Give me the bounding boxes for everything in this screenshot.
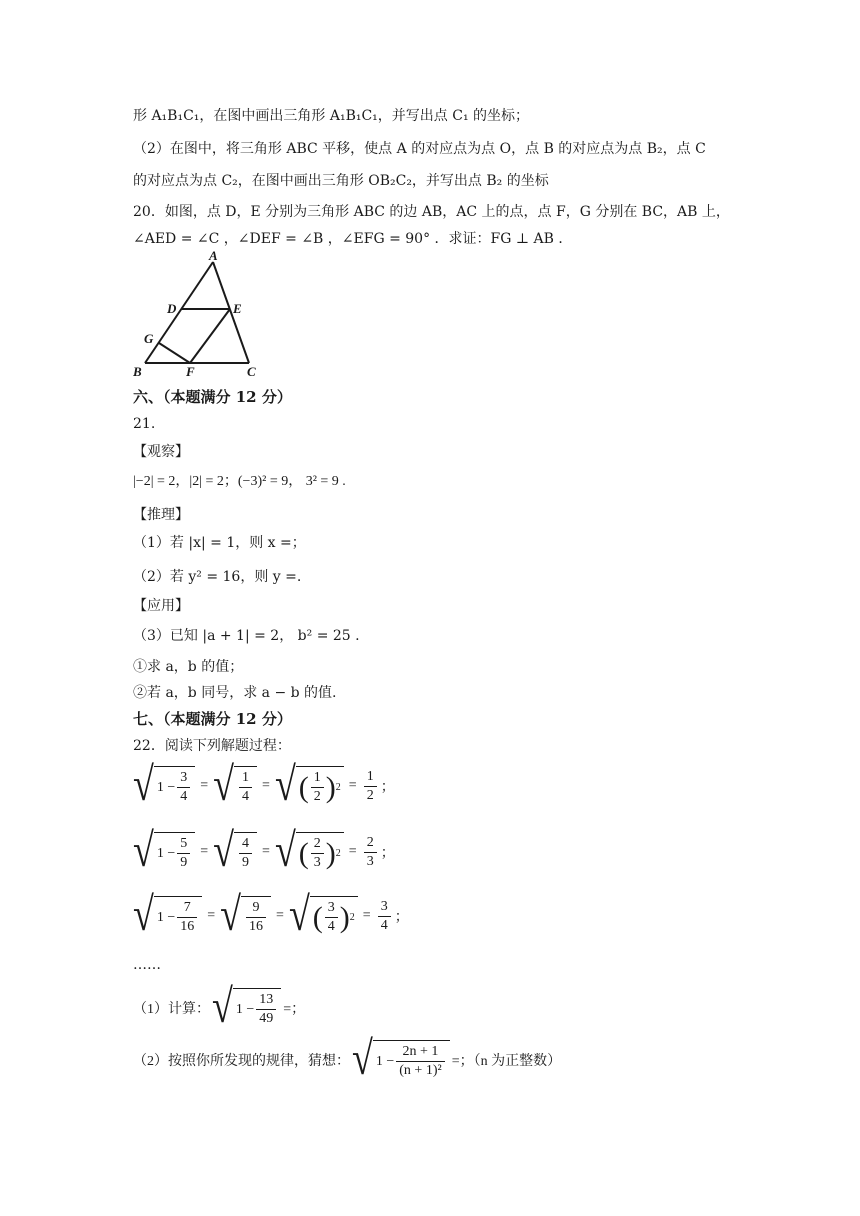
frac-num: 2n + 1	[396, 1043, 444, 1062]
frac-num: 3	[325, 899, 338, 918]
reason-heading: 【推理】	[133, 507, 189, 523]
frac-den: 4	[380, 917, 388, 933]
radical-1c: √ ( $\frac{1}{2}$ ) 2	[275, 766, 344, 806]
radical-compute: √ 1 − $\frac{13}{49}$	[212, 988, 281, 1028]
part2-suffix: =；（n 为正整数）	[451, 1054, 562, 1069]
frac-num: 7	[177, 899, 197, 918]
label-G: G	[144, 331, 154, 346]
label-A: A	[209, 250, 218, 263]
radical-general: √ 1 − $\frac{2n + 1}{\text{(n + 1)²}}$	[352, 1040, 450, 1080]
q19-text-line-3: 的对应点为点 C₂，在图中画出三角形 OB₂C₂，并写出点 B₂ 的坐标	[133, 173, 549, 189]
frac-num: 13	[256, 991, 276, 1010]
apply-q3: （3）已知 |a + 1| = 2， b² = 25 .	[133, 628, 360, 644]
reason-q2: （2）若 y² = 16，则 y =.	[133, 569, 302, 585]
frac-den: 4	[180, 789, 188, 804]
label-E: E	[233, 301, 242, 316]
q20-text-line-1: 20．如图，点 D，E 分别为三角形 ABC 的边 AB，AC 上的点，点 F，G 分别在 BC，AB 上，	[133, 204, 730, 220]
radical-1a: √ 1 − $\frac{3}{4}$	[133, 766, 195, 806]
section-7-heading: 七、（本题满分 12 分）	[133, 710, 292, 728]
frac-den: 49	[259, 1011, 274, 1026]
part1-suffix: =；	[283, 1002, 306, 1017]
frac-den: 16	[180, 919, 195, 934]
frac-den: 4	[242, 789, 250, 804]
q22-intro: 22．阅读下列解题过程：	[133, 738, 291, 754]
segment-AB	[145, 262, 213, 363]
observe-heading: 【观察】	[133, 444, 189, 460]
q19-text-line-2: （2）在图中，将三角形 ABC 平移，使点 A 的对应点为点 O，点 B 的对应点为点 B₂，点 C	[133, 141, 706, 157]
frac-num: 3	[378, 898, 391, 917]
frac-den: 3	[313, 855, 321, 870]
observe-equations: |−2| = 2，|2| = 2；(−3)² = 9， 3² = 9 .	[133, 474, 346, 489]
example-3: √ 1 − $\frac{7}{16}$ = √ $\frac{9}{16}$ = √ ( $\frac{3}{4}$ ) 2 = $\frac{3}{4}$ ；	[133, 888, 409, 941]
frac-num: 3	[177, 769, 190, 788]
frac-den: 4	[327, 919, 335, 934]
frac-den: 9	[180, 855, 188, 870]
frac-num: 4	[239, 835, 252, 854]
segment-AC	[213, 262, 249, 363]
radical-3b: √ $\frac{9}{16}$	[220, 896, 271, 936]
ellipsis: ……	[133, 957, 161, 973]
segment-FG	[159, 343, 190, 363]
label-F: F	[186, 364, 195, 378]
apply-q3-part1: ①求 a，b 的值；	[133, 659, 244, 675]
radical-2a: √ 1 − $\frac{5}{9}$	[133, 832, 195, 872]
reason-q1: （1）若 |x| = 1，则 x =；	[133, 535, 306, 551]
frac-den: (n + 1)²	[399, 1063, 442, 1078]
q19-text-line-1: 形 A₁B₁C₁，在图中画出三角形 A₁B₁C₁，并写出点 C₁ 的坐标；	[133, 108, 530, 124]
frac-den: 2	[366, 787, 374, 803]
label-C: C	[247, 364, 256, 378]
frac-den: 2	[313, 789, 321, 804]
frac-num: 1	[364, 768, 377, 787]
radical-2c: √ ( $\frac{2}{3}$ ) 2	[275, 832, 344, 872]
radical-1b: √ $\frac{1}{4}$	[213, 766, 257, 806]
label-B: B	[133, 364, 142, 378]
q22-part1	[133, 980, 306, 1033]
frac-den: 3	[366, 853, 374, 869]
frac-den: 9	[242, 855, 250, 870]
frac-num: 2	[364, 834, 377, 853]
radical-3c: √ ( $\frac{3}{4}$ ) 2	[289, 896, 358, 936]
example-2: √ 1 − $\frac{5}{9}$ = √ $\frac{4}{9}$ = √ ( $\frac{2}{3}$ ) 2 = $\frac{2}{3}$ ；	[133, 824, 395, 877]
example-1: √ 1 − $\frac{3}{4}$ = √ $\frac{1}{4}$ = √ ( $\frac{1}{2}$ ) 2 = $\frac{1}{2}$ ；	[133, 758, 395, 811]
apply-q3-part2: ②若 a，b 同号，求 a − b 的值.	[133, 685, 337, 701]
q21-number: 21.	[133, 416, 156, 432]
frac-num: 2	[311, 835, 324, 854]
part1-label: （1）计算：	[133, 1002, 210, 1017]
frac-num: 1	[239, 769, 252, 788]
radical-2b: √ $\frac{4}{9}$	[213, 832, 257, 872]
q22-part2	[133, 1032, 562, 1085]
line-end: ；	[380, 846, 395, 861]
frac-num: 5	[177, 835, 190, 854]
section-6-heading: 六、（本题满分 12 分）	[133, 388, 292, 406]
label-D: D	[167, 301, 177, 316]
apply-heading: 【应用】	[133, 598, 189, 614]
segment-EF	[190, 309, 230, 363]
q20-text-line-2: ∠AED = ∠C ，∠DEF = ∠B ，∠EFG = 90° ．求证：FG ⊥ AB ．	[133, 231, 573, 247]
frac-num: 9	[246, 899, 266, 918]
part2-label: （2）按照你所发现的规律，猜想：	[133, 1054, 350, 1069]
radical-3a: √ 1 − $\frac{7}{16}$	[133, 896, 202, 936]
triangle-figure	[133, 250, 258, 378]
frac-num: 1	[311, 769, 324, 788]
line-end: ；	[394, 910, 409, 925]
line-end: ；	[380, 780, 395, 795]
frac-den: 16	[249, 919, 264, 934]
